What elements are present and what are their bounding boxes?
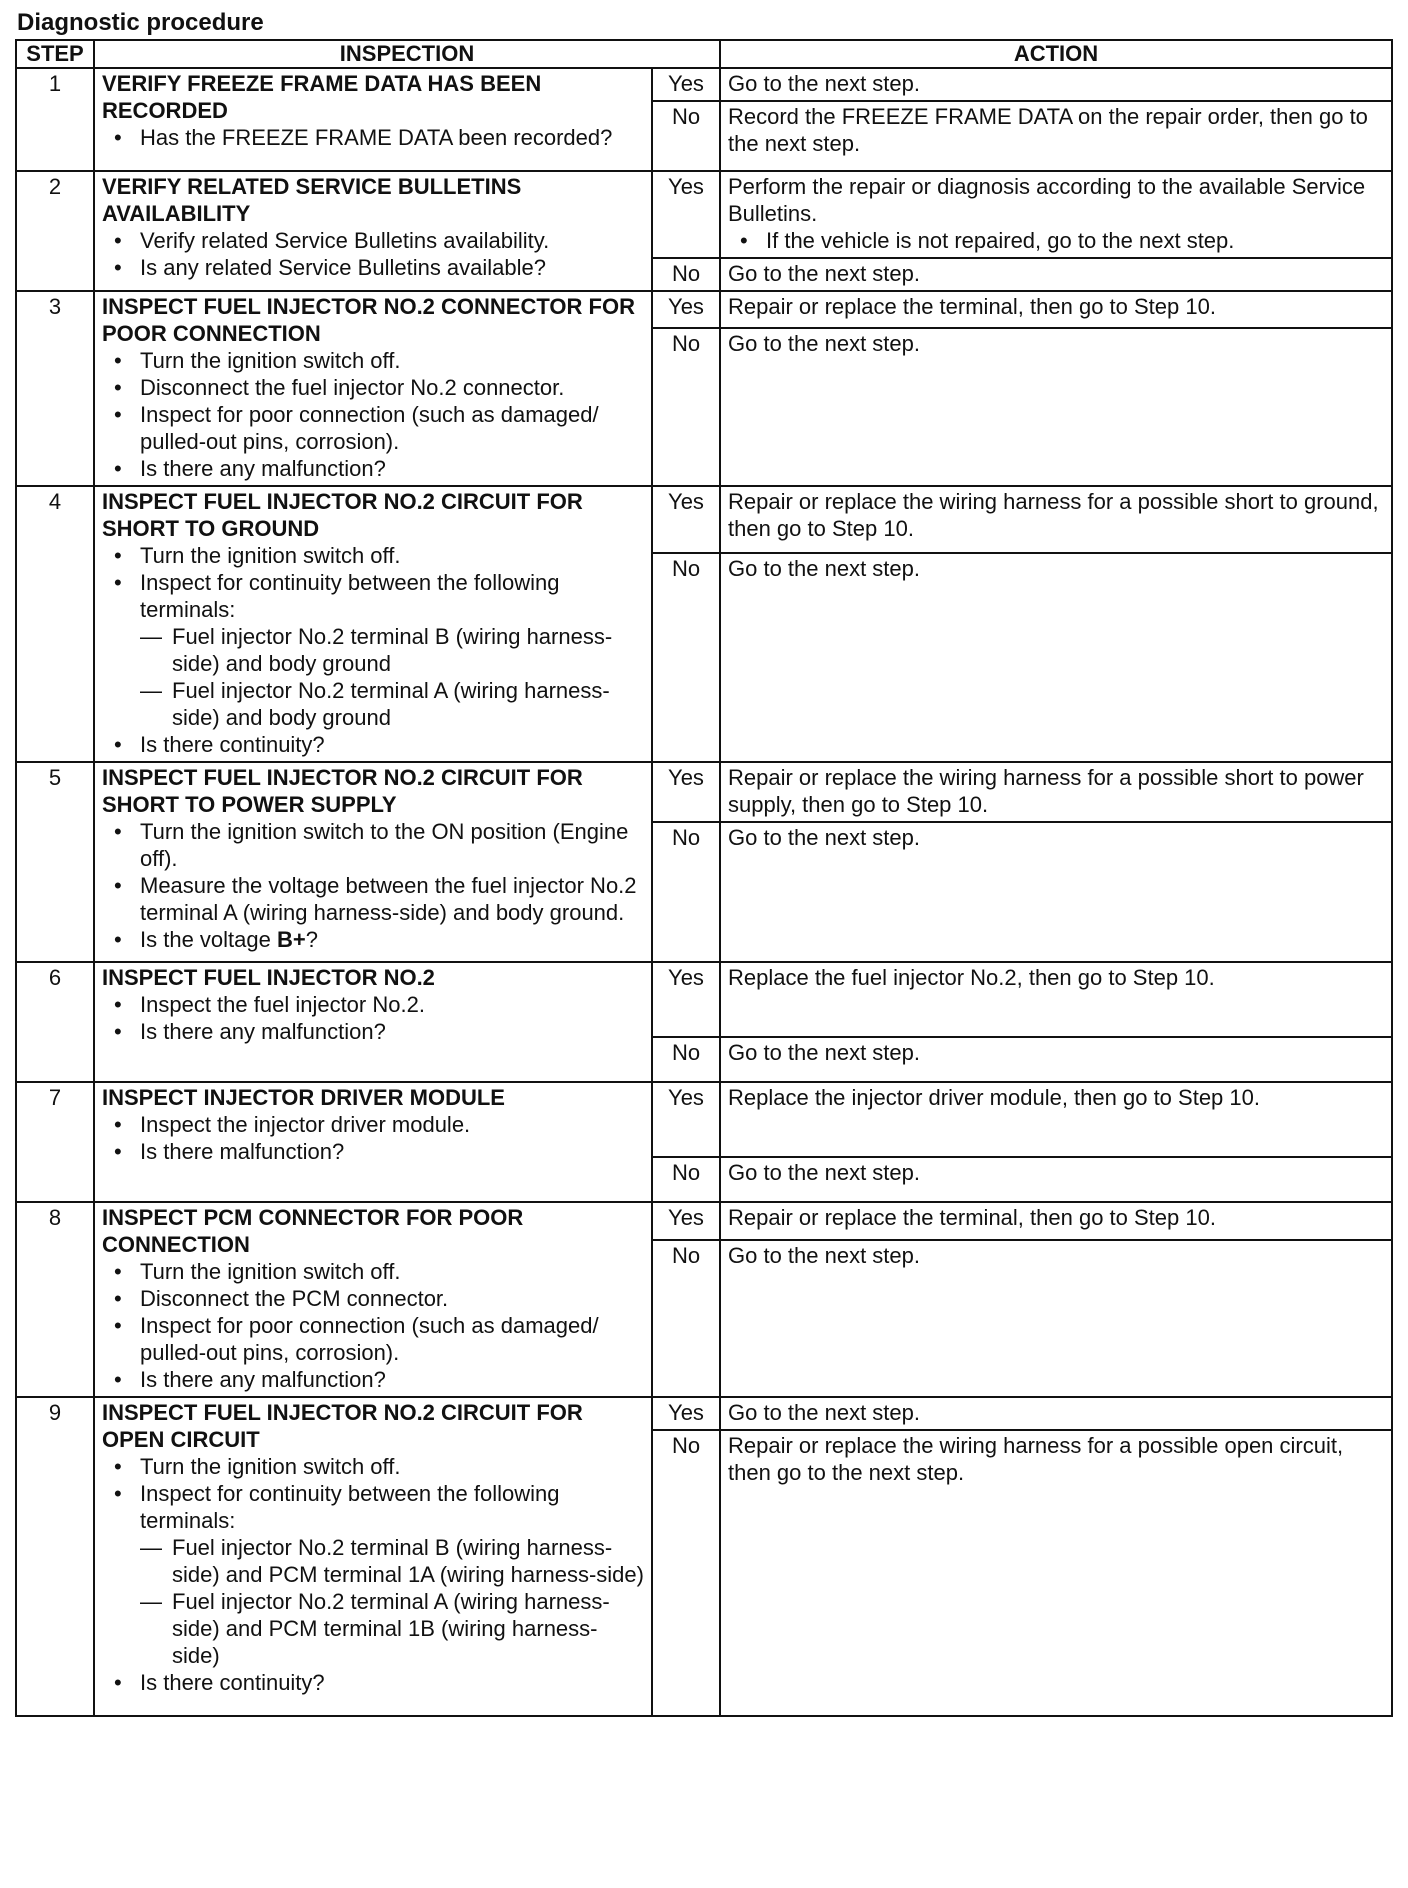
inspection-bullet <box>102 1312 644 1366</box>
inspection-bullet <box>102 818 644 872</box>
inspection-bullets <box>102 818 644 953</box>
inspection-cell <box>94 486 652 762</box>
no-action-text: Go to the next step. <box>728 555 921 581</box>
inspection-bullets <box>102 1111 644 1165</box>
yes-label: Yes <box>652 1397 720 1430</box>
yes-action-text: Replace the injector driver module, then go to Step 10. <box>728 1085 1260 1110</box>
step-number: 3 <box>16 291 94 486</box>
no-action-cell <box>720 101 1392 171</box>
inspection-bullet <box>102 1111 644 1138</box>
inspection-bullet <box>102 569 644 731</box>
bullet-text: Turn the ignition switch off. <box>140 1454 401 1479</box>
bullet-tail-text: ? <box>305 927 318 952</box>
inspection-subitem: — Fuel injector No.2 terminal B (wiring harness-side) and body ground <box>140 623 644 677</box>
step-number: 7 <box>16 1082 94 1202</box>
no-action-text: Go to the next step. <box>728 261 921 286</box>
step-row-9-yes <box>16 1397 1392 1430</box>
step-number: 9 <box>16 1397 94 1716</box>
bullet-text: Is there any malfunction? <box>140 456 386 481</box>
step-number: 1 <box>16 68 94 171</box>
inspection-bullets <box>102 227 644 281</box>
table-header-row <box>16 40 1392 68</box>
yes-action-text: Repair or replace the wiring harness for a possible short to power supply, then go to Step 10. <box>728 765 1364 817</box>
bullet-text: Inspect for poor connection (such as damaged/ pulled-out pins, corrosion). <box>140 1313 599 1365</box>
inspection-bullets <box>102 991 644 1045</box>
no-label: No <box>652 1430 720 1716</box>
bullet-text: Is there any malfunction? <box>140 1019 386 1044</box>
no-action-text: Record the FREEZE FRAME DATA on the repair order, then go to the next step. <box>728 104 1368 156</box>
step-number: 5 <box>16 762 94 962</box>
step-row-2-yes <box>16 171 1392 258</box>
yes-action-cell <box>720 291 1392 328</box>
inspection-title: VERIFY FREEZE FRAME DATA HAS BEEN RECORDED <box>102 71 542 123</box>
no-label: No <box>652 1157 720 1202</box>
yes-label: Yes <box>652 171 720 258</box>
inspection-subitem: — Fuel injector No.2 terminal B (wiring harness-side) and PCM terminal 1A (wiring harness-side) <box>140 1534 644 1588</box>
step-row-6-yes <box>16 962 1392 1037</box>
no-label: No <box>652 822 720 962</box>
yes-action-text: Repair or replace the terminal, then go to Step 10. <box>728 1205 1216 1230</box>
bullet-text: Is there continuity? <box>140 1670 325 1695</box>
inspection-bullet <box>102 872 644 926</box>
inspection-bullets <box>102 1453 644 1696</box>
step-row-4-yes <box>16 486 1392 553</box>
inspection-bullet <box>102 254 644 281</box>
inspection-title: INSPECT FUEL INJECTOR NO.2 CONNECTOR FOR POOR CONNECTION <box>102 294 635 346</box>
no-action-text: Go to the next step. <box>728 1040 921 1065</box>
yes-action-text: Repair or replace the terminal, then go to Step 10. <box>728 294 1216 319</box>
bullet-text: Inspect the fuel injector No.2. <box>140 992 425 1017</box>
bullet-text: Is there continuity? <box>140 732 325 757</box>
yes-action-cell <box>720 486 1392 553</box>
step-row-1-yes <box>16 68 1392 101</box>
bullet-text: Inspect for continuity between the following terminals: <box>140 1481 560 1533</box>
step-row-3-yes <box>16 291 1392 328</box>
yes-action-cell <box>720 1202 1392 1240</box>
inspection-bullet <box>102 455 644 482</box>
bullet-text: Inspect for poor connection (such as damaged/ pulled-out pins, corrosion). <box>140 402 599 454</box>
yes-label: Yes <box>652 486 720 553</box>
table-body <box>16 68 1392 1716</box>
bullet-text: Turn the ignition switch off. <box>140 348 401 373</box>
bullet-text: Is there malfunction? <box>140 1139 345 1164</box>
no-action-cell <box>720 1240 1392 1397</box>
inspection-sublist <box>140 1534 644 1669</box>
no-action-cell <box>720 1157 1392 1202</box>
inspection-bullets <box>102 347 644 482</box>
inspection-bullet <box>102 1366 644 1393</box>
bullet-text: Turn the ignition switch off. <box>140 1259 401 1284</box>
bullet-text: Turn the ignition switch off. <box>140 543 401 568</box>
page-title: Diagnostic procedure <box>17 9 264 36</box>
no-label: No <box>652 1037 720 1082</box>
step-header: STEP <box>16 40 94 68</box>
inspection-cell <box>94 291 652 486</box>
no-action-text: Go to the next step. <box>728 1242 921 1268</box>
yes-action-text: Repair or replace the wiring harness for a possible short to ground, then go to Step 10. <box>728 489 1379 541</box>
inspection-bullet <box>102 124 644 151</box>
bullet-text: Turn the ignition switch to the ON position (Engine off). <box>140 819 629 871</box>
inspection-subitem: — Fuel injector No.2 terminal A (wiring harness-side) and body ground <box>140 677 644 731</box>
inspection-bullet <box>102 1453 644 1480</box>
no-action-cell <box>720 1430 1392 1716</box>
inspection-bullet <box>102 347 644 374</box>
no-action-cell <box>720 553 1392 762</box>
no-label: No <box>652 328 720 486</box>
no-label: No <box>652 1240 720 1397</box>
step-number: 4 <box>16 486 94 762</box>
no-label: No <box>652 101 720 171</box>
no-action-text: Go to the next step. <box>728 825 921 850</box>
step-number: 2 <box>16 171 94 291</box>
inspection-cell <box>94 1202 652 1397</box>
step-row-5-yes <box>16 762 1392 822</box>
yes-label: Yes <box>652 1202 720 1240</box>
no-label: No <box>652 258 720 291</box>
page <box>15 8 1391 1717</box>
inspection-bullet <box>102 731 644 758</box>
no-action-text: Repair or replace the wiring harness for a possible open circuit, then go to the next step. <box>728 1433 1344 1485</box>
yes-action-cell <box>720 962 1392 1037</box>
inspection-cell <box>94 762 652 962</box>
inspection-title: INSPECT FUEL INJECTOR NO.2 CIRCUIT FOR SHORT TO GROUND <box>102 489 583 541</box>
inspection-cell <box>94 1397 652 1716</box>
inspection-bullets <box>102 542 644 758</box>
bullet-text: Measure the voltage between the fuel injector No.2 terminal A (wiring harness-side) and body ground. <box>140 873 637 925</box>
bullet-text: Disconnect the fuel injector No.2 connector. <box>140 375 565 400</box>
yes-action-text: Perform the repair or diagnosis according to the available Service Bulletins. <box>728 174 1366 226</box>
yes-label: Yes <box>652 762 720 822</box>
inspection-title: VERIFY RELATED SERVICE BULLETINS AVAILABILITY <box>102 174 522 226</box>
inspection-bullet <box>102 1258 644 1285</box>
yes-label: Yes <box>652 962 720 1037</box>
inspection-header: INSPECTION <box>94 40 720 68</box>
yes-label: Yes <box>652 1082 720 1157</box>
action-bullets <box>728 227 1384 254</box>
step-number: 8 <box>16 1202 94 1397</box>
inspection-title: INSPECT FUEL INJECTOR NO.2 CIRCUIT FOR SHORT TO POWER SUPPLY <box>102 765 583 817</box>
yes-label: Yes <box>652 291 720 328</box>
step-row-7-yes <box>16 1082 1392 1157</box>
bullet-text: Disconnect the PCM connector. <box>140 1286 449 1311</box>
bullet-text: Is any related Service Bulletins available? <box>140 255 547 280</box>
yes-action-cell <box>720 1082 1392 1157</box>
step-row-8-yes <box>16 1202 1392 1240</box>
inspection-cell <box>94 68 652 171</box>
inspection-bullet <box>102 1018 644 1045</box>
no-action-text: Go to the next step. <box>728 331 921 357</box>
yes-action-cell <box>720 1397 1392 1430</box>
no-action-cell <box>720 1037 1392 1082</box>
inspection-bullet <box>102 401 644 455</box>
yes-action-text: Go to the next step. <box>728 71 921 96</box>
bullet-text: Is there any malfunction? <box>140 1367 386 1392</box>
inspection-title: INSPECT PCM CONNECTOR FOR POOR CONNECTION <box>102 1205 524 1257</box>
yes-action-text: Replace the fuel injector No.2, then go to Step 10. <box>728 965 1215 990</box>
no-action-cell <box>720 258 1392 291</box>
inspection-sublist <box>140 623 644 731</box>
inspection-title: INSPECT INJECTOR DRIVER MODULE <box>102 1085 505 1110</box>
bullet-text: Inspect for continuity between the following terminals: <box>140 570 560 622</box>
diagnostic-table <box>15 39 1393 1717</box>
no-action-text: Go to the next step. <box>728 1160 921 1185</box>
inspection-bullet <box>102 1480 644 1669</box>
inspection-bullet <box>102 926 644 953</box>
inspection-bullet <box>102 542 644 569</box>
no-action-cell <box>720 328 1392 486</box>
inspection-subitem: — Fuel injector No.2 terminal A (wiring harness-side) and PCM terminal 1B (wiring harness-side) <box>140 1588 644 1669</box>
yes-action-text: Go to the next step. <box>728 1400 921 1425</box>
yes-action-cell <box>720 68 1392 101</box>
inspection-cell <box>94 1082 652 1202</box>
inspection-bullet <box>102 1138 644 1165</box>
inspection-bullets <box>102 124 644 151</box>
inspection-bullets <box>102 1258 644 1393</box>
inspection-title: INSPECT FUEL INJECTOR NO.2 <box>102 965 435 990</box>
action-bullet: • If the vehicle is not repaired, go to the next step. <box>728 227 1384 254</box>
bullet-text: Verify related Service Bulletins availability. <box>140 228 550 253</box>
yes-label: Yes <box>652 68 720 101</box>
bullet-text: Is the voltage <box>140 927 277 952</box>
bullet-bold-text: B+ <box>276 927 306 952</box>
inspection-bullet <box>102 1285 644 1312</box>
inspection-bullet <box>102 991 644 1018</box>
inspection-bullet <box>102 374 644 401</box>
yes-action-cell <box>720 762 1392 822</box>
yes-action-cell <box>720 171 1392 258</box>
no-action-cell <box>720 822 1392 962</box>
inspection-bullet <box>102 1669 644 1696</box>
inspection-cell <box>94 962 652 1082</box>
action-header: ACTION <box>720 40 1392 68</box>
inspection-bullet <box>102 227 644 254</box>
no-label: No <box>652 553 720 762</box>
inspection-title: INSPECT FUEL INJECTOR NO.2 CIRCUIT FOR OPEN CIRCUIT <box>102 1400 583 1452</box>
inspection-cell <box>94 171 652 291</box>
step-number: 6 <box>16 962 94 1082</box>
bullet-text: Inspect the injector driver module. <box>140 1112 471 1137</box>
bullet-text: Has the FREEZE FRAME DATA been recorded? <box>140 125 613 150</box>
